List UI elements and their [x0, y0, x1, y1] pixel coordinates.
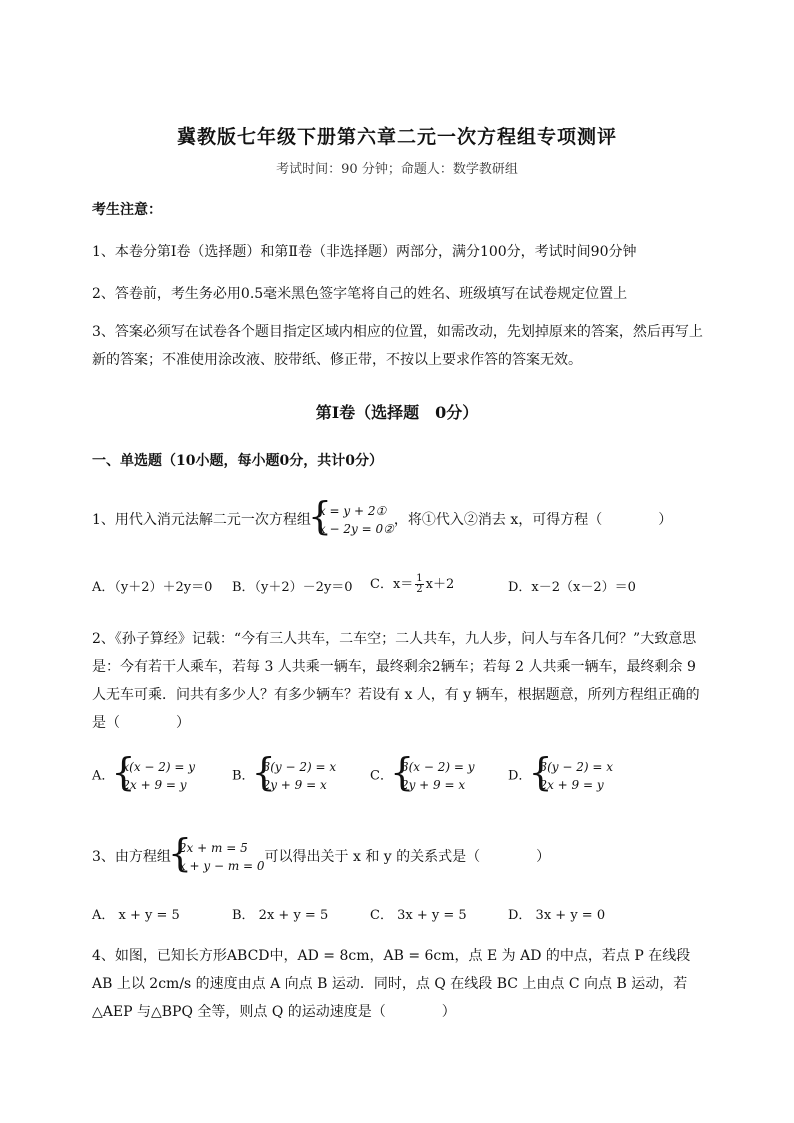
q2-option-a-eq1: { x(x − 2) = y [122, 760, 196, 774]
q1-equation-system [311, 502, 394, 538]
q2-option-a-label: A． [92, 768, 115, 784]
page-title: 冀教版七年级下册第六章二元一次方程组专项测评 [176, 126, 617, 148]
q3-eq1: { 2x + m = 5 [178, 841, 248, 855]
q3-eq2: x + y − m = 0 [178, 859, 265, 873]
q1-option-c [370, 572, 454, 598]
q2-option-a [92, 758, 195, 794]
notice-item-1: 1、本卷分第Ⅰ卷（选择题）和第Ⅱ卷（非选择题）两部分，满分100分，考试时间90分钟 [92, 244, 637, 260]
question-4: 4、如图，已知长方形ABCD中，AD = 8cm，AB = 6cm，点 E 为 AD 的中点，若点 P 在线段 AB 上以 2cm/s 的速度由点 A 向点 B 运动．同时，点 Q 在线段 BC 上由点 C 向点 B 运动，若△AEP 与△BPQ 全等，则点 Q 的运动速度是（ ） [92, 948, 691, 1020]
q1-option-b: B．（y＋2）－2y＝0 [232, 580, 353, 595]
q2-option-b-eq1: { 3(y − 2) = x [262, 760, 337, 774]
exam-info: 考试时间：90 分钟；命题人：数学教研组 [276, 162, 518, 177]
question-2: 2、《孙子算经》记载：“今有三人共车，二车空；二人共车，九人步，问人与车各几何？”大致意思是：今有若干人乘车，若每 3 人共乘一辆车，最终剩余2辆车；若每 2 人共乘一辆车，最终剩余 9 人无车可乘．问共有多少人？有多少辆车？若设有 x 人，有 y 辆车，根据题意，所列方程组正确的是（ ） [92, 631, 700, 731]
q2-option-d [508, 758, 613, 794]
q1-option-c-post: x＋2 [425, 577, 455, 592]
q2-option-a-system [114, 758, 195, 794]
q2-option-c-eq2: 2y + 9 = x [400, 778, 466, 792]
q1-prefix: 1、用代入消元法解二元一次方程组 [92, 512, 311, 528]
question-1 [92, 500, 672, 540]
q2-option-c-label: C． [370, 768, 393, 784]
q1-eq1: { x = y + 2① [318, 504, 387, 518]
q3-suffix: 可以得出关于 x 和 y 的关系式是（ ） [264, 849, 551, 865]
notice-item-2: 2、答卷前，考生务必用0.5毫米黑色签字笔将自己的姓名、班级填写在试卷规定位置上 [92, 286, 628, 302]
q2-option-d-label: D． [508, 768, 532, 784]
notice-item-3: 3、答案必须写在试卷各个题目指定区域内相应的位置，如需改动，先划掉原来的答案，然后再写上新的答案；不准使用涂改液、胶带纸、修正带，不按以上要求作答的答案无效。 [92, 324, 703, 368]
q3-option-a: A． x + y = 5 [92, 908, 180, 923]
q2-option-b [232, 758, 336, 794]
q2-option-c-eq1: { 3(x − 2) = y [400, 760, 475, 774]
q1-option-d: D．x－2（x－2）＝0 [508, 580, 636, 595]
q1-suffix: ，将①代入②消去 x，可得方程（ ） [393, 512, 673, 528]
q2-option-c [370, 758, 475, 794]
q1-option-a: A．（y＋2）＋2y＝0 [92, 580, 213, 595]
q1-option-c-denominator: 2 [416, 584, 423, 595]
q2-option-b-system [255, 758, 337, 794]
q2-option-b-eq2: 2y + 9 = x [262, 778, 327, 792]
question-3 [92, 837, 550, 877]
q3-option-b: B． 2x + y = 5 [232, 908, 329, 923]
q3-option-c: C． 3x + y = 5 [370, 908, 467, 923]
q2-option-d-eq2: 2x + 9 = y [539, 778, 604, 792]
q1-eq2: x − 2y = 0② [318, 522, 394, 536]
q3-prefix: 3、由方程组 [92, 849, 171, 865]
q3-option-d: D． 3x + y = 0 [508, 908, 606, 923]
q1-option-c-pre: C．x＝ [370, 577, 414, 592]
part-title: 一、单选题（10小题，每小题0分，共计0分） [92, 453, 383, 469]
q3-equation-system [171, 839, 265, 875]
q1-option-c-numerator: 1 [416, 573, 423, 584]
notice-heading: 考生注意： [92, 202, 162, 218]
section-title: 第Ⅰ卷（选择题 0分） [315, 403, 479, 422]
q2-option-d-eq1: { 3(y − 2) = x [539, 760, 613, 774]
q2-option-d-system [531, 758, 613, 794]
q1-option-c-fraction [415, 574, 423, 595]
q2-option-b-label: B． [232, 768, 255, 784]
q2-option-c-system [393, 758, 475, 794]
q2-option-a-eq2: 2x + 9 = y [122, 778, 187, 792]
